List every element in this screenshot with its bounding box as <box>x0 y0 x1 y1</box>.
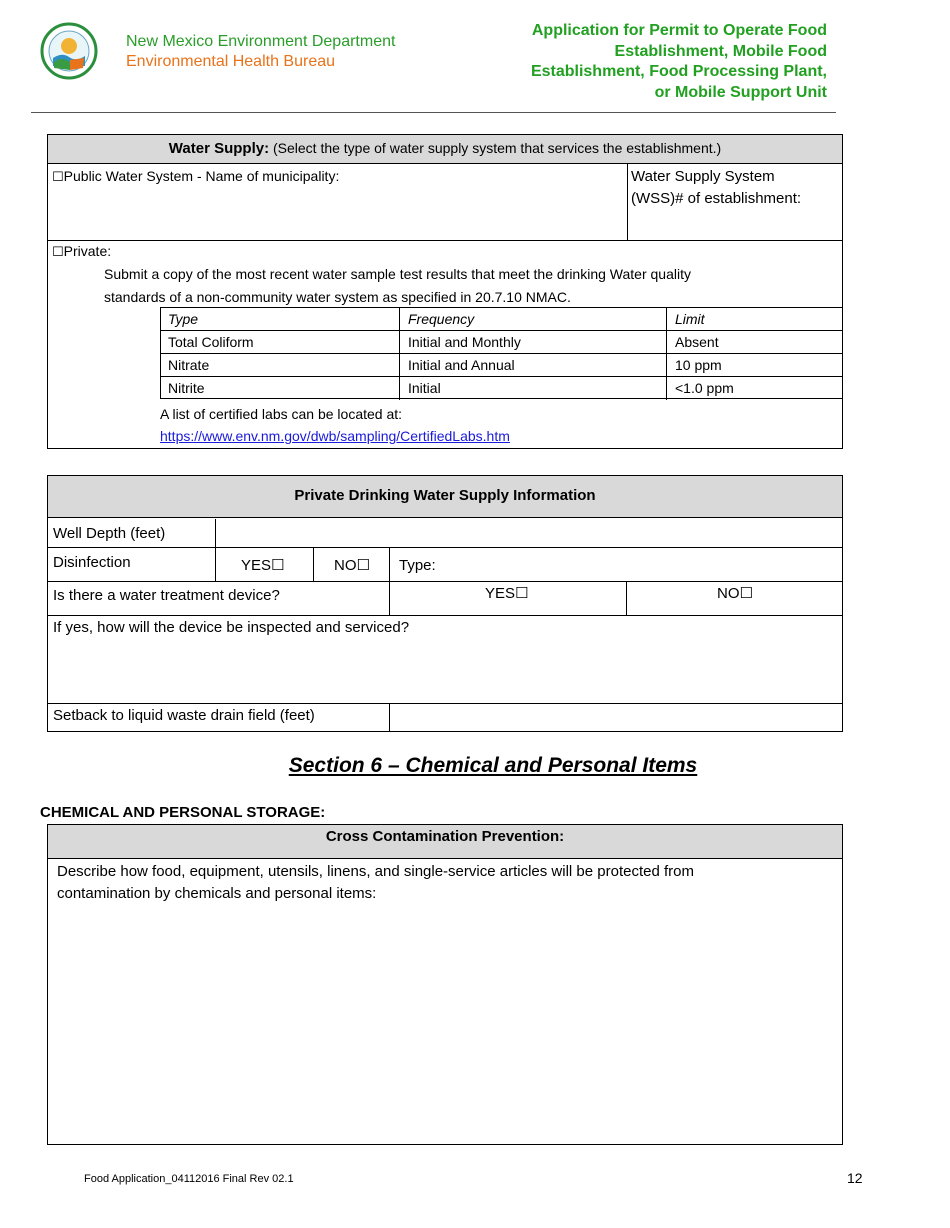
setback-label: Setback to liquid waste drain field (feet) <box>53 707 315 724</box>
wss-number-field[interactable] <box>627 164 843 240</box>
instruction-line: standards of a non-community water system as specified in 20.7.10 NMAC. <box>104 289 571 305</box>
certified-labs-note <box>160 403 510 447</box>
cell-type: Nitrate <box>168 357 210 373</box>
disinfection-yes-checkbox[interactable]: YES☐ <box>241 557 285 574</box>
treatment-device-question: Is there a water treatment device? <box>53 587 280 604</box>
setback-field[interactable] <box>390 704 843 732</box>
cell-frequency: Initial <box>399 377 666 400</box>
department-line1: New Mexico Environment Department <box>126 33 396 50</box>
cross-contamination-field[interactable] <box>57 861 827 905</box>
wss-label-line2: (WSS)# of establishment: <box>631 190 802 207</box>
prompt-line: contamination by chemicals and personal items: <box>57 885 377 902</box>
document-id: Food Application_04112016 Final Rev 02.1 <box>84 1173 294 1185</box>
disinfection-label: Disinfection <box>53 554 131 571</box>
table-row <box>160 353 843 376</box>
private-water-label: Private: <box>63 243 112 259</box>
disinfection-no-checkbox[interactable]: NO☐ <box>334 557 370 574</box>
public-water-label: Public Water System - Name of municipality: <box>63 168 340 184</box>
application-title <box>467 21 827 103</box>
treatment-yes-checkbox[interactable]: YES☐ <box>485 585 529 602</box>
water-supply-heading-text: (Select the type of water supply system that services the establishment.) <box>269 140 722 156</box>
cell-frequency: Initial and Monthly <box>399 331 666 354</box>
nmed-logo <box>40 22 98 80</box>
title-line: Application for Permit to Operate Food <box>531 22 827 39</box>
public-water-option <box>52 168 339 185</box>
table-row <box>160 330 843 353</box>
private-water-option <box>52 243 111 260</box>
department-name <box>126 32 395 72</box>
title-line: Establishment, Food Processing Plant, <box>530 63 827 80</box>
page-number: 12 <box>847 1170 863 1186</box>
table-header-row <box>160 307 843 330</box>
certified-labs-link[interactable]: https://www.env.nm.gov/dwb/sampling/CertifiedLabs.htm <box>160 428 510 444</box>
cross-contamination-table <box>47 824 843 1145</box>
section-6-title: Section 6 – Chemical and Personal Items <box>288 754 698 777</box>
cell-limit: 10 ppm <box>666 354 843 377</box>
wss-label-line1: Water Supply System <box>631 168 775 185</box>
private-water-heading: Private Drinking Water Supply Information <box>48 476 842 518</box>
water-supply-heading-bold: Water Supply: <box>168 140 270 157</box>
title-line: Establishment, Mobile Food <box>614 42 827 60</box>
test-requirements-table <box>160 307 843 399</box>
cell-limit: <1.0 ppm <box>666 377 843 400</box>
title-line: or Mobile Support Unit <box>654 83 827 101</box>
cell-limit: Absent <box>666 331 843 354</box>
cross-contamination-heading: Cross Contamination Prevention: <box>48 825 842 859</box>
chemical-storage-label: CHEMICAL AND PERSONAL STORAGE: <box>40 804 326 821</box>
header-divider <box>31 112 836 113</box>
inspection-question-field[interactable]: If yes, how will the device be inspected and serviced? <box>53 619 410 636</box>
water-supply-heading <box>48 135 842 164</box>
sample-instructions <box>104 263 804 309</box>
cell-type: Nitrite <box>168 380 205 396</box>
instruction-line: Submit a copy of the most recent water sample test results that meet the drinking Water quality <box>104 266 691 282</box>
bureau-line2: Environmental Health Bureau <box>126 53 336 70</box>
disinfection-type-field[interactable]: Type: <box>399 557 436 574</box>
public-water-checkbox[interactable]: ☐ <box>52 170 64 185</box>
col-frequency-header: Frequency <box>399 308 666 331</box>
table-row <box>160 376 843 399</box>
col-limit-header: Limit <box>666 308 843 331</box>
private-water-table <box>47 475 843 732</box>
col-type-header: Type <box>168 311 199 327</box>
well-depth-label: Well Depth (feet) <box>53 525 166 542</box>
well-depth-field[interactable] <box>215 519 843 547</box>
divider <box>48 240 842 241</box>
cell-type: Total Coliform <box>168 334 254 350</box>
treatment-no-checkbox[interactable]: NO☐ <box>717 585 753 602</box>
water-supply-table <box>47 134 843 449</box>
private-water-checkbox[interactable]: ☐ <box>52 245 64 260</box>
cell-frequency: Initial and Annual <box>399 354 666 377</box>
prompt-line: Describe how food, equipment, utensils, linens, and single-service articles will be protected from <box>57 863 694 880</box>
certified-labs-text: A list of certified labs can be located at: <box>160 406 403 422</box>
